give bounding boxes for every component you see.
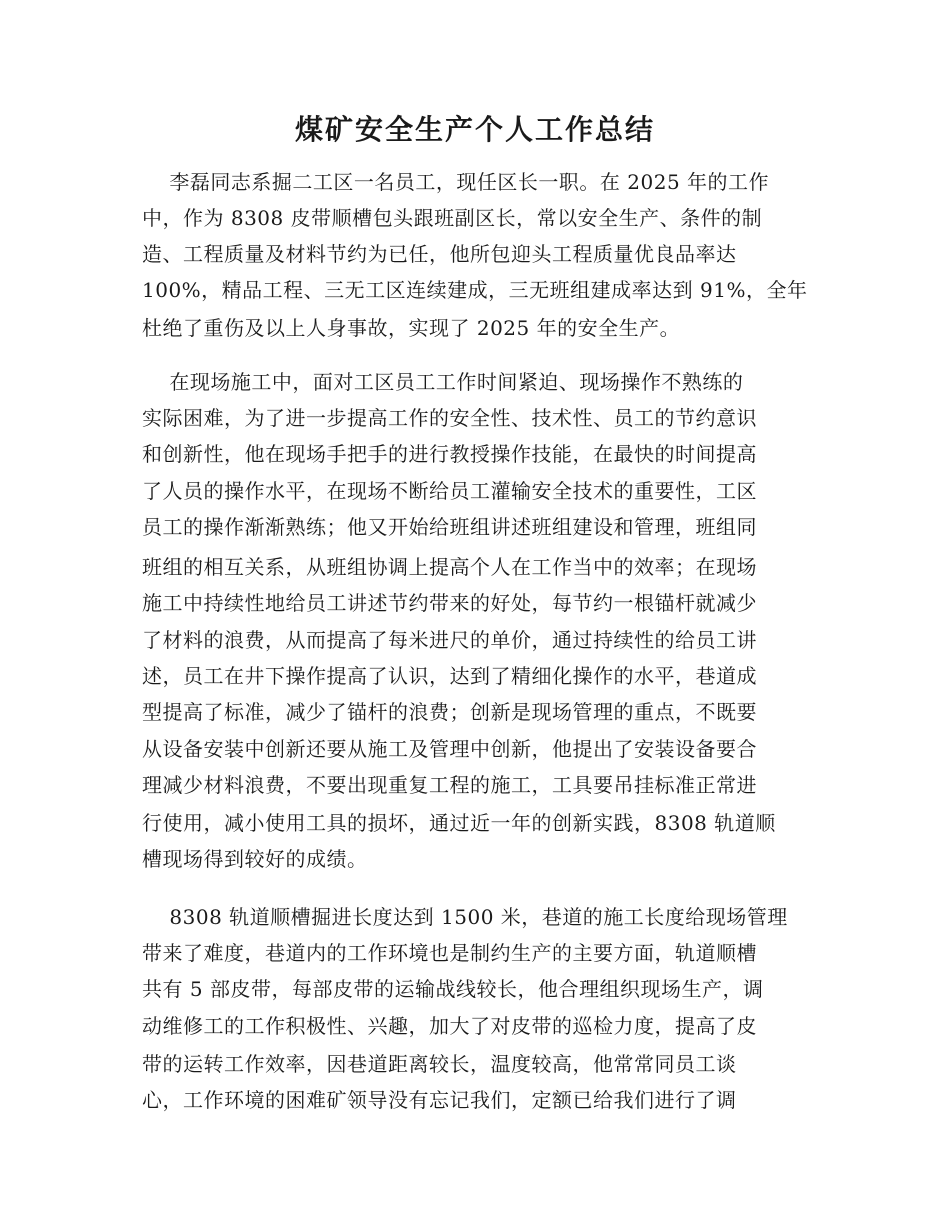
paragraph-3-line-2: 带来了难度，巷道内的工作环境也是制约生产的主要方面，轨道顺槽 [142,941,757,965]
paragraph-1-line-4: 100%，精品工程、三无工区连续建成，三无班组建成率达到 91%，全年 [142,278,808,302]
paragraph-2-line-9: 述，员工在井下操作提高了认识，达到了精细化操作的水平，巷道成 [142,664,757,688]
paragraph-2-line-3: 和创新性，他在现场手把手的进行教授操作技能，在最快的时间提高 [142,442,757,466]
paragraph-1-line-2: 中，作为 8308 皮带顺槽包头跟班副区长，常以安全生产、条件的制 [142,206,763,230]
paragraph-3-line-5: 带的运转工作效率，因巷道距离较长，温度较高，他常常同员工谈 [142,1052,737,1076]
paragraph-2-line-11: 从设备安装中创新还要从施工及管理中创新，他提出了安装设备要合 [142,737,757,761]
paragraph-2-line-14: 槽现场得到较好的成绩。 [142,847,368,871]
paragraph-2-line-6: 班组的相互关系，从班组协调上提高个人在工作当中的效率；在现场 [142,555,757,579]
paragraph-1-line-1: 李磊同志系掘二工区一名员工，现任区长一职。在 2025 年的工作 [142,170,770,194]
paragraph-3-line-4: 动维修工的工作积极性、兴趣，加大了对皮带的巡检力度，提高了皮 [142,1014,757,1038]
paragraph-2-line-13: 行使用，减小使用工具的损坏，通过近一年的创新实践，8308 轨道顺 [142,811,776,835]
paragraph-2-line-8: 了材料的浪费，从而提高了每米进尺的单价，通过持续性的给员工讲 [142,628,757,652]
paragraph-2-line-4: 了人员的操作水平，在现场不断给员工灌输安全技术的重要性，工区 [142,479,757,503]
paragraph-2-line-5: 员工的操作渐渐熟练；他又开始给班组讲述班组建设和管理，班组同 [142,515,757,539]
document-title: 煤矿安全生产个人工作总结 [294,113,655,146]
paragraph-3-line-6: 心，工作环境的困难矿领导没有忘记我们，定额已给我们进行了调 [142,1088,737,1112]
paragraph-2-line-10: 型提高了标准，减少了锚杆的浪费；创新是现场管理的重点，不既要 [142,700,757,724]
paragraph-3-line-3: 共有 5 部皮带，每部皮带的运输战线较长，他合理组织现场生产，调 [142,977,764,1001]
paragraph-2-line-2: 实际困难，为了进一步提高工作的安全性、技术性、员工的节约意识 [142,406,757,430]
paragraph-1-line-3: 造、工程质量及材料节约为已任，他所包迎头工程质量优良品率达 [142,242,737,266]
paragraph-2-line-12: 理减少材料浪费，不要出现重复工程的施工，工具要吊挂标准正常进 [142,773,757,797]
paragraph-2-line-7: 施工中持续性地给员工讲述节约带来的好处，每节约一根锚杆就减少 [142,591,757,615]
paragraph-3-line-1: 8308 轨道顺槽掘进长度达到 1500 米，巷道的施工长度给现场管理 [142,905,788,929]
paragraph-1-line-5: 杜绝了重伤及以上人身事故，实现了 2025 年的安全生产。 [142,316,681,340]
paragraph-2-line-1: 在现场施工中，面对工区员工工作时间紧迫、现场操作不熟练的 [142,370,744,394]
